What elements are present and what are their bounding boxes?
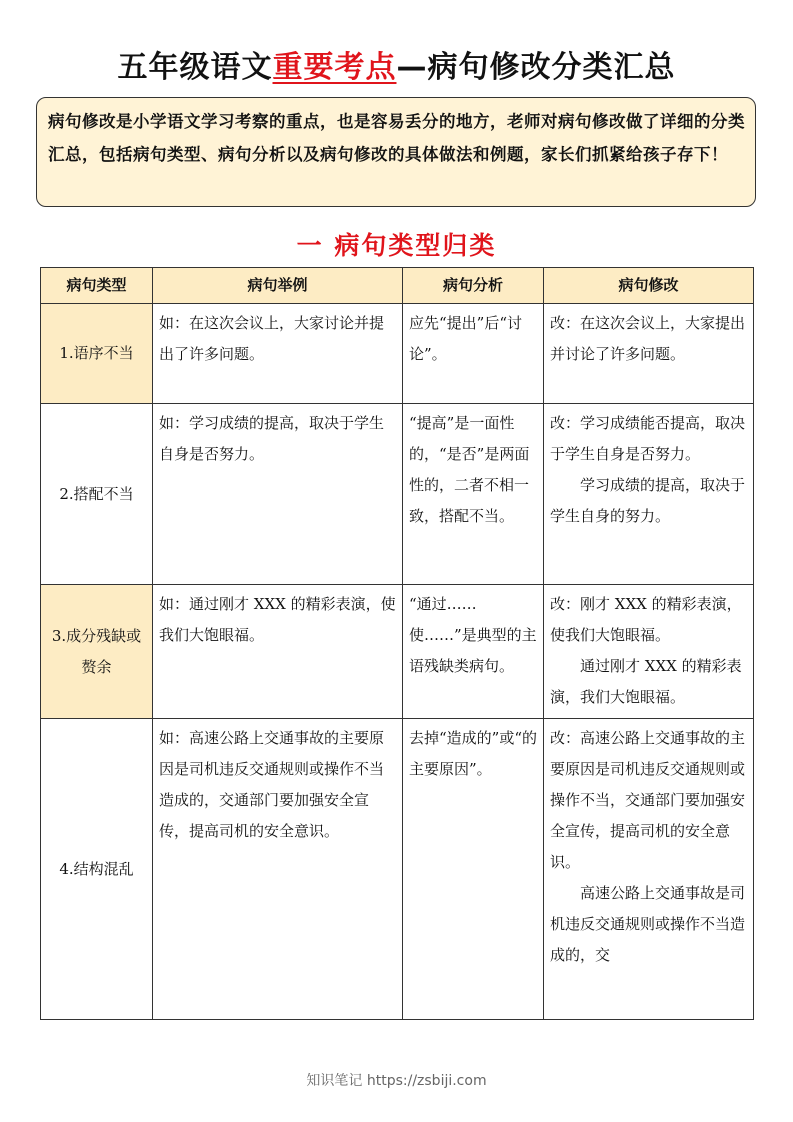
footer-watermark: 知识笔记 https://zsbiji.com (306, 1073, 487, 1089)
table-row (41, 585, 754, 719)
table-header-row (41, 268, 754, 304)
cell-example: 如：学习成绩的提高，取决于学生自身是否努力。 (153, 404, 403, 585)
page-title (0, 42, 793, 86)
cell-example: 如：通过刚才 XXX 的精彩表演，使我们大饱眼福。 (153, 585, 403, 719)
cell-analysis: 去掉“造成的”或“的主要原因”。 (403, 719, 544, 1020)
cell-example: 如：在这次会议上，大家讨论并提出了许多问题。 (153, 304, 403, 404)
cell-fix (544, 304, 754, 404)
title-highlight: 重要考点 (272, 50, 397, 85)
table-row (41, 404, 754, 585)
sentence-error-table (40, 267, 754, 1020)
cell-fix (544, 404, 754, 585)
header-fix: 病句修改 (544, 268, 754, 304)
fix-alt-text: 通过刚才 XXX 的精彩表演，我们大饱眼福。 (550, 657, 742, 706)
cell-type: 1.语序不当 (41, 304, 153, 404)
fix-text: 改：高速公路上交通事故的主要原因是司机违反交通规则或操作不当，交通部门要加强安全宣传，提高司机的安全意识。 (550, 729, 746, 871)
intro-box (36, 97, 756, 207)
cell-analysis: 应先“提出”后“讨论”。 (403, 304, 544, 404)
cell-analysis: “提高”是一面性的，“是否”是两面性的，二者不相一致，搭配不当。 (403, 404, 544, 585)
intro-text: 病句修改是小学语文学习考察的重点，也是容易丢分的地方，老师对病句修改做了详细的分类汇总，包括病句类型、病句分析以及病句修改的具体做法和例题，家长们抓紧给孩子存下！ (48, 112, 745, 164)
fix-text: 改：在这次会议上，大家提出并讨论了许多问题。 (550, 314, 746, 363)
header-example: 病句举例 (153, 268, 403, 304)
table-row (41, 304, 754, 404)
cell-type: 4.结构混乱 (41, 719, 153, 1020)
cell-analysis: “通过……使……”是典型的主语残缺类病句。 (403, 585, 544, 719)
header-analysis: 病句分析 (403, 268, 544, 304)
fix-alt-text: 高速公路上交通事故是司机违反交通规则或操作不当造成的，交 (550, 884, 746, 964)
cell-example: 如：高速公路上交通事故的主要原因是司机违反交通规则或操作不当造成的，交通部门要加强安全宣传，提高司机的安全意识。 (153, 719, 403, 1020)
title-suffix: —病句修改分类汇总 (396, 50, 676, 85)
fix-text: 改：刚才 XXX 的精彩表演，使我们大饱眼福。 (550, 595, 742, 644)
fix-text: 改：学习成绩能否提高，取决于学生自身是否努力。 (550, 414, 746, 463)
fix-alt-text: 学习成绩的提高，取决于学生自身的努力。 (550, 476, 746, 525)
header-type: 病句类型 (41, 268, 153, 304)
cell-fix (544, 719, 754, 1020)
title-prefix: 五年级语文 (117, 50, 273, 85)
section-title: 一 病句类型归类 (296, 231, 497, 260)
table-row (41, 719, 754, 1020)
cell-type: 3.成分残缺或赘余 (41, 585, 153, 719)
cell-fix (544, 585, 754, 719)
cell-type: 2.搭配不当 (41, 404, 153, 585)
